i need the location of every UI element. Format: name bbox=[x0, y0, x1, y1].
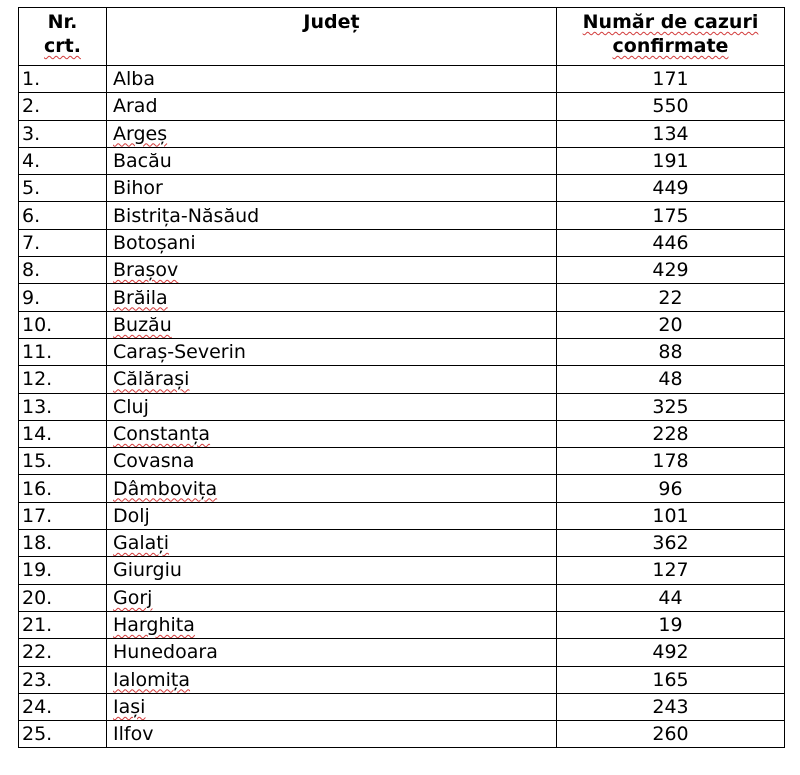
row-judet bbox=[107, 420, 557, 447]
row-cases: 325 bbox=[557, 393, 785, 420]
row-number: 19. bbox=[19, 557, 107, 584]
table-row bbox=[19, 229, 785, 256]
table-row bbox=[19, 284, 785, 311]
judet-name: Arad bbox=[113, 95, 158, 118]
row-cases: 88 bbox=[557, 338, 785, 365]
header-nr-line1: Nr. bbox=[47, 11, 78, 33]
row-cases: 446 bbox=[557, 229, 785, 256]
judet-name: Caraș-Severin bbox=[113, 341, 246, 364]
header-cases-line1: Număr de cazuri bbox=[582, 11, 759, 33]
row-judet bbox=[107, 338, 557, 365]
judet-name: Alba bbox=[113, 68, 155, 91]
row-judet bbox=[107, 284, 557, 311]
row-cases: 22 bbox=[557, 284, 785, 311]
header-cases-line2: confirmate bbox=[612, 35, 729, 57]
table-row bbox=[19, 120, 785, 147]
row-judet bbox=[107, 693, 557, 720]
judet-name: Călărași bbox=[113, 368, 190, 391]
header-nr-crt bbox=[19, 8, 107, 66]
judet-name: Iași bbox=[113, 695, 146, 718]
row-cases: 191 bbox=[557, 147, 785, 174]
row-number: 2. bbox=[19, 93, 107, 120]
table-row bbox=[19, 393, 785, 420]
judet-name: Bistrița-Năsăud bbox=[113, 204, 260, 227]
judet-name: Hunedoara bbox=[113, 641, 218, 664]
row-judet bbox=[107, 66, 557, 93]
row-number: 22. bbox=[19, 639, 107, 666]
row-cases: 44 bbox=[557, 584, 785, 611]
judet-name: Galați bbox=[113, 532, 170, 555]
judet-name: Harghita bbox=[113, 614, 195, 637]
row-judet bbox=[107, 393, 557, 420]
table-row bbox=[19, 147, 785, 174]
row-number: 11. bbox=[19, 338, 107, 365]
judet-name: Dolj bbox=[113, 504, 150, 527]
judet-name: Gorj bbox=[113, 586, 153, 609]
judet-name: Brașov bbox=[113, 259, 179, 282]
row-judet bbox=[107, 120, 557, 147]
row-number: 12. bbox=[19, 366, 107, 393]
cases-table bbox=[18, 7, 785, 748]
table-row bbox=[19, 666, 785, 693]
row-number: 25. bbox=[19, 721, 107, 748]
table-row bbox=[19, 721, 785, 748]
row-judet bbox=[107, 475, 557, 502]
row-judet bbox=[107, 311, 557, 338]
judet-name: Buzău bbox=[113, 313, 172, 336]
judet-name: Botoșani bbox=[113, 231, 196, 254]
judet-name: Bihor bbox=[113, 177, 163, 200]
row-number: 13. bbox=[19, 393, 107, 420]
table-body bbox=[19, 66, 785, 748]
table-row bbox=[19, 311, 785, 338]
row-cases: 171 bbox=[557, 66, 785, 93]
row-cases: 260 bbox=[557, 721, 785, 748]
judet-name: Cluj bbox=[113, 395, 149, 418]
judet-name: Ialomița bbox=[113, 668, 191, 691]
table-row bbox=[19, 338, 785, 365]
row-judet bbox=[107, 557, 557, 584]
row-number: 15. bbox=[19, 448, 107, 475]
table-row bbox=[19, 693, 785, 720]
header-nr-line2: crt. bbox=[44, 35, 81, 57]
row-number: 1. bbox=[19, 66, 107, 93]
header-row bbox=[19, 8, 785, 66]
table-row bbox=[19, 530, 785, 557]
row-cases: 175 bbox=[557, 202, 785, 229]
row-cases: 20 bbox=[557, 311, 785, 338]
row-number: 20. bbox=[19, 584, 107, 611]
table-row bbox=[19, 557, 785, 584]
row-number: 23. bbox=[19, 666, 107, 693]
table-row bbox=[19, 448, 785, 475]
table-row bbox=[19, 366, 785, 393]
table-row bbox=[19, 611, 785, 638]
row-judet bbox=[107, 502, 557, 529]
row-number: 21. bbox=[19, 611, 107, 638]
row-cases: 492 bbox=[557, 639, 785, 666]
row-judet bbox=[107, 175, 557, 202]
table-row bbox=[19, 257, 785, 284]
table-row bbox=[19, 475, 785, 502]
header-judet: Județ bbox=[107, 8, 557, 66]
row-number: 4. bbox=[19, 147, 107, 174]
row-cases: 134 bbox=[557, 120, 785, 147]
row-judet bbox=[107, 584, 557, 611]
row-judet bbox=[107, 366, 557, 393]
row-judet bbox=[107, 639, 557, 666]
judet-name: Ilfov bbox=[113, 723, 154, 746]
row-number: 6. bbox=[19, 202, 107, 229]
row-cases: 19 bbox=[557, 611, 785, 638]
table-row bbox=[19, 202, 785, 229]
row-number: 14. bbox=[19, 420, 107, 447]
row-number: 3. bbox=[19, 120, 107, 147]
row-cases: 178 bbox=[557, 448, 785, 475]
row-cases: 101 bbox=[557, 502, 785, 529]
row-judet bbox=[107, 257, 557, 284]
judet-name: Brăila bbox=[113, 286, 168, 309]
table-row bbox=[19, 66, 785, 93]
table-row bbox=[19, 93, 785, 120]
row-cases: 362 bbox=[557, 530, 785, 557]
row-judet bbox=[107, 721, 557, 748]
row-cases: 449 bbox=[557, 175, 785, 202]
row-judet bbox=[107, 448, 557, 475]
row-number: 10. bbox=[19, 311, 107, 338]
judet-name: Argeș bbox=[113, 122, 168, 145]
row-judet bbox=[107, 147, 557, 174]
row-judet bbox=[107, 611, 557, 638]
row-number: 8. bbox=[19, 257, 107, 284]
header-cases bbox=[557, 8, 785, 66]
row-number: 16. bbox=[19, 475, 107, 502]
row-judet bbox=[107, 530, 557, 557]
row-judet bbox=[107, 202, 557, 229]
judet-name: Constanța bbox=[113, 423, 211, 445]
row-number: 5. bbox=[19, 175, 107, 202]
table-row bbox=[19, 420, 785, 447]
table-row bbox=[19, 175, 785, 202]
judet-name: Covasna bbox=[113, 450, 195, 473]
row-cases: 550 bbox=[557, 93, 785, 120]
judet-name: Giurgiu bbox=[113, 559, 182, 582]
table-row bbox=[19, 584, 785, 611]
row-cases: 165 bbox=[557, 666, 785, 693]
table-row bbox=[19, 502, 785, 529]
row-judet bbox=[107, 666, 557, 693]
row-number: 17. bbox=[19, 502, 107, 529]
row-number: 9. bbox=[19, 284, 107, 311]
row-judet bbox=[107, 229, 557, 256]
row-cases: 48 bbox=[557, 366, 785, 393]
judet-name: Dâmbovița bbox=[113, 477, 218, 500]
row-number: 24. bbox=[19, 693, 107, 720]
row-cases: 243 bbox=[557, 693, 785, 720]
row-judet bbox=[107, 93, 557, 120]
row-cases: 96 bbox=[557, 475, 785, 502]
row-cases: 429 bbox=[557, 257, 785, 284]
table-row bbox=[19, 639, 785, 666]
row-number: 18. bbox=[19, 530, 107, 557]
row-cases: 228 bbox=[557, 420, 785, 447]
judet-name: Bacău bbox=[113, 150, 172, 173]
row-cases: 127 bbox=[557, 557, 785, 584]
row-number: 7. bbox=[19, 229, 107, 256]
